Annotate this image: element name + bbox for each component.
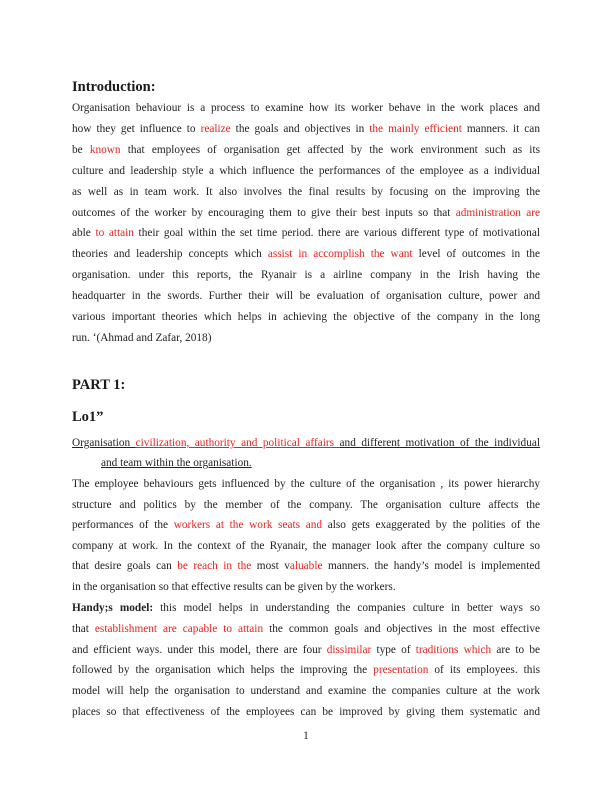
text-line: [72, 705, 540, 719]
text-run: and efficient ways. under this model, there are four: [72, 643, 327, 656]
text-line: [72, 122, 540, 136]
text-line: [72, 498, 540, 512]
text-run: Organisation behaviour is a process to examine how its worker behave in the work places and: [72, 102, 540, 114]
text-run: various important theories which helps in achieving the objective of the company in the long: [72, 311, 540, 323]
highlighted-text: known: [89, 143, 121, 156]
lo1-heading: Lo1”: [72, 409, 104, 425]
text-run: that desire goals can: [72, 560, 178, 572]
text-line: [101, 456, 540, 470]
highlighted-text: be reach in the: [177, 560, 252, 572]
text-run: type of: [371, 643, 416, 656]
bold-label: Handy;s model:: [72, 602, 154, 614]
text-run: how they get influence to: [72, 122, 201, 135]
highlighted-text: aluable: [289, 560, 323, 572]
highlighted-text: assist in accomplish the want: [267, 248, 413, 261]
text-run: performances of the: [72, 519, 174, 531]
text-line: [72, 684, 540, 698]
highlighted-text: traditions which: [415, 643, 492, 656]
highlighted-text: establishment are capable to attain: [94, 622, 264, 635]
text-run: also gets exaggerated by the polities of the: [322, 519, 541, 531]
highlighted-text: workers at the work seats and: [173, 519, 323, 531]
text-line: [72, 289, 540, 303]
text-run: their goal within the set time period. there are various different type of motivational: [133, 227, 540, 240]
text-run: of its employees. this: [428, 664, 540, 677]
highlighted-text: administration are: [455, 206, 541, 219]
text-run: manners. it can: [461, 122, 540, 135]
text-run: be: [72, 143, 90, 156]
highlighted-text: the mainly efficient: [369, 122, 462, 135]
text-run: and different motivation of the individual: [339, 437, 540, 449]
text-line: [72, 101, 540, 115]
highlighted-text: civilization, authority and political affairs: [135, 437, 340, 449]
text-line: [72, 226, 540, 240]
text-line: [72, 436, 540, 450]
text-run: theories and leadership concepts which: [72, 248, 268, 261]
highlighted-text: realize: [200, 122, 231, 135]
text-run: that employees of organisation get affected by the work environment such as its: [120, 143, 540, 156]
text-line: [72, 185, 540, 199]
text-line: [72, 663, 540, 677]
text-run: that: [72, 622, 95, 635]
text-run: able: [72, 227, 96, 240]
text-line: [72, 580, 540, 594]
text-run: outcomes of the worker by encouraging them to give their best inputs so that: [72, 206, 456, 219]
text-run: Organisation: [72, 437, 136, 449]
text-run: The employee behaviours gets influenced by the culture of the organisation , its power hierarchy: [72, 478, 540, 490]
text-run: level of outcomes in the: [412, 248, 541, 261]
text-run: most v: [251, 560, 290, 572]
text-line: [72, 559, 540, 573]
text-line: [72, 268, 540, 282]
part1-heading: PART 1:: [72, 377, 126, 393]
text-run: the goals and objectives in: [230, 122, 370, 135]
text-line: [72, 643, 540, 657]
text-run: organisation. under this reports, the Ryanair is a airline company in the Irish having the: [72, 269, 540, 282]
text-line: [72, 206, 540, 220]
text-line: [72, 247, 540, 261]
text-run: run. ‘(Ahmad and Zafar, 2018): [72, 331, 212, 344]
text-run: manners. the handy’s model is implemented: [322, 560, 540, 572]
text-run: followed by the organisation which helps the improving the: [72, 664, 374, 677]
highlighted-text: presentation: [373, 664, 429, 677]
highlighted-text: dissimilar: [326, 643, 372, 656]
text-run: structure and politics by the member of the company. The organisation culture affects the: [72, 498, 540, 511]
text-run: the common goals and objectives in the most effective: [263, 622, 540, 635]
text-run: places so that effectiveness of the employees can be improved by giving them systematic and: [72, 706, 540, 718]
text-line: [72, 143, 540, 157]
introduction-heading: Introduction:: [72, 79, 156, 95]
text-line: [72, 622, 540, 636]
text-run: as well as in team work. It also involves the final results by focusing on the improving the: [72, 185, 540, 198]
text-run: headquarter in the swords. Further their will be evaluation of organisation culture, power and: [72, 290, 540, 303]
text-run: are to be: [491, 643, 540, 656]
text-line: [72, 539, 540, 553]
text-run: in the organisation so that effective results can be given by the workers.: [72, 580, 396, 593]
text-line: [72, 310, 540, 324]
text-run: company at work. In the context of the Ryanair, the manager look after the company culture so: [72, 539, 540, 552]
highlighted-text: to attain: [95, 227, 134, 240]
page-number: 1: [303, 730, 309, 742]
text-line: [72, 601, 540, 615]
text-line: [72, 331, 540, 345]
text-run: and team within the organisation.: [101, 457, 252, 469]
text-line: [72, 518, 540, 532]
text-line: [72, 164, 540, 178]
text-run: culture and leadership style a which influence the performances of the employee as a individual: [72, 164, 540, 177]
text-run: this model helps in understanding the companies culture in better ways so: [153, 602, 541, 614]
text-run: model will help the organisation to understand and examine the companies culture at the work: [72, 685, 540, 698]
text-line: [72, 477, 540, 491]
